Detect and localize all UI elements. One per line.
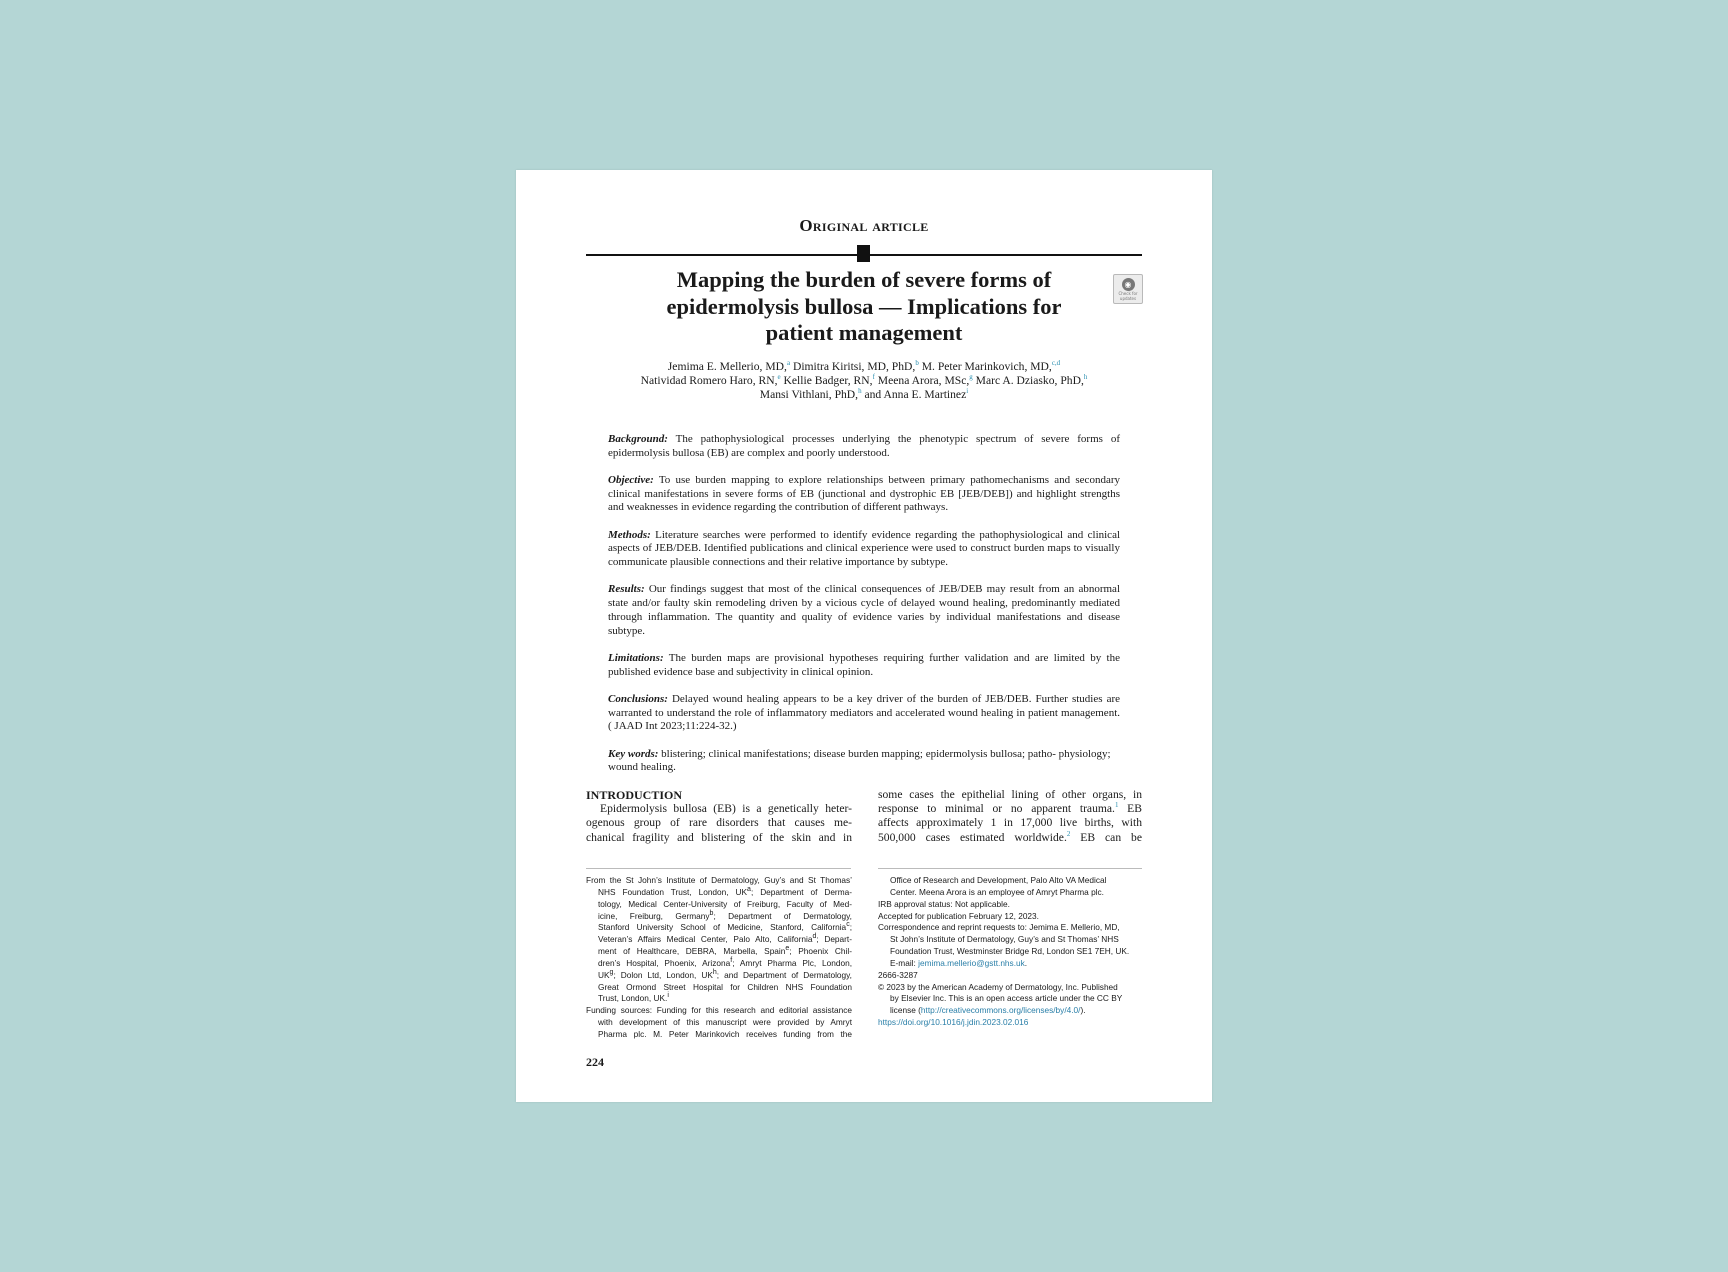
title-line-2: epidermolysis bullosa — Implications for <box>666 293 1062 319</box>
introduction-left-column <box>586 788 852 845</box>
footnote-line: dren’s Hospital, Phoenix, Arizona$^f$; Amryt Pharma Plc, London, <box>598 957 852 968</box>
introduction-heading: INTRODUCTION <box>586 788 683 802</box>
abstract-conclusions <box>608 693 1120 734</box>
author-list <box>576 360 1152 402</box>
affiliation-mark[interactable]: b <box>915 359 919 368</box>
body-line: 500,000 cases estimated worldwide.$^2$ EB can be <box>878 829 1143 844</box>
license-line: license (http://creativecommons.org/licenses/by/4.0/). <box>890 1005 1086 1016</box>
introduction-right-column <box>878 788 1142 845</box>
abstract-text: Delayed wound healing appears to be a key driver of the burden of JEB/DEB. Further studies are warranted to understand the role of inflammatory mediators and accelerated wound healing in patient management. ( JAAD Int 2023;11:224-32.) <box>608 692 1120 733</box>
correspondence-line: Correspondence and reprint requests to: Jemima E. Mellerio, MD, <box>878 922 1120 933</box>
abstract-text: blistering; clinical manifestations; disease burden mapping; epidermolysis bullosa; patho- physiology; wound healing. <box>608 747 1111 774</box>
abstract-text: To use burden mapping to explore relationships between primary pathomechanisms and secondary clinical manifestations in severe forms of EB (junctional and dystrophic EB [JEB/DEB]) and highlight strengths and weaknesses in evidence regarding the contribution of different pathways. <box>608 474 1120 514</box>
reference-link[interactable]: 2 <box>1066 829 1071 838</box>
crossmark-icon[interactable]: ◉ Check for updates <box>1113 274 1143 304</box>
title-line-1: Mapping the burden of severe forms of <box>676 267 1052 292</box>
copyright-line: © 2023 by the American Academy of Dermatology, Inc. Published <box>878 981 1118 992</box>
correspondence-line: Foundation Trust, Westminster Bridge Rd, London SE1 7EH, UK. <box>890 946 1130 957</box>
abstract-text: The pathophysiological processes underlying the phenotypic spectrum of severe forms of epidermolysis bullosa (EB) are complex and poorly understood. <box>608 433 1120 459</box>
abstract-label: Key words: <box>608 747 659 760</box>
body-line: ogenous group of rare disorders that causes me- <box>586 816 852 830</box>
email-line: E-mail: jemima.mellerio@gstt.nhs.uk. <box>890 957 1028 968</box>
body-line: Epidermolysis bullosa (EB) is a genetically heter- <box>600 802 852 816</box>
accepted-date: Accepted for publication February 12, 2023. <box>878 910 1039 921</box>
affiliation-mark[interactable]: a <box>786 359 791 368</box>
abstract-label: Background: <box>608 433 668 445</box>
author-line-3 <box>576 388 1152 402</box>
abstract-label: Results: <box>608 583 645 596</box>
abstract-keywords <box>608 748 1120 775</box>
abstract-methods <box>608 529 1120 570</box>
affiliations-footnote <box>586 875 852 1041</box>
title-line-3: patient management <box>765 320 963 345</box>
footnote-line: icine, Freiburg, Germany$^b$; Department of Dermatology, <box>598 909 852 921</box>
irb-status: IRB approval status: Not applicable. <box>878 898 1010 909</box>
footnote-line: tology, Medical Center-University of Freiburg, Faculty of Med- <box>598 898 852 909</box>
author-name: Natividad Romero Haro, RN, <box>640 374 778 387</box>
reference-link[interactable]: 1 <box>1114 801 1119 810</box>
crossmark-label-1: Check for <box>1118 291 1138 296</box>
abstract-objective <box>608 474 1120 515</box>
affiliation-mark[interactable]: h <box>858 387 862 396</box>
author-name: Marc A. Dziasko, PhD, <box>972 374 1084 387</box>
footnote-line: ment of Healthcare, DEBRA, Marbella, Spain$^e$; Phoenix Chil- <box>598 945 852 957</box>
footnote-line: Veteran’s Affairs Medical Center, Palo Alto, California$^d$; Depart- <box>598 933 852 945</box>
footnote-rule <box>878 868 1142 869</box>
license-link[interactable]: http://creativecommons.org/licenses/by/4.0/ <box>920 1005 1081 1016</box>
header-rule-mark <box>857 245 870 262</box>
body-line: response to minimal or no apparent trauma.$^1$ EB <box>878 801 1142 816</box>
affiliation-mark[interactable]: e <box>777 373 781 382</box>
abstract-label: Objective: <box>608 474 654 486</box>
affiliation-mark[interactable]: f <box>872 373 875 382</box>
abstract-text: Our findings suggest that most of the clinical consequences of JEB/DEB may result from an abnormal state and/or faulty skin remodeling driven by a vicious cycle of delayed wound healing, predominantly mediated through inflammation. The quantity and quality of evidence varies by individual manifestations and disease subtype. <box>608 583 1120 637</box>
abstract-text: The burden maps are provisional hypotheses requiring further validation and are limited by the published evidence base and subjectivity in clinical opinion. <box>608 651 1120 678</box>
article-info-footnote <box>878 875 1142 1029</box>
crossmark-label-2: updates <box>1119 296 1137 301</box>
body-line: some cases the epithelial lining of other organs, in <box>878 788 1142 801</box>
author-name: Kellie Badger, RN, <box>780 374 873 387</box>
body-line: affects approximately 1 in 17,000 live births, with <box>878 816 1142 830</box>
footnote-line: Center. Meena Arora is an employee of Amryt Pharma plc. <box>890 886 1104 897</box>
article-title <box>636 267 1092 347</box>
author-line-1 <box>576 360 1152 374</box>
footnote-line: From the St John’s Institute of Dermatology, Guy’s and St Thomas’ <box>586 875 852 885</box>
abstract-results <box>608 583 1120 638</box>
affiliation-mark[interactable]: i <box>966 387 969 396</box>
footnote-line: Great Ormond Street Hospital for Children NHS Foundation <box>598 981 852 992</box>
abstract-label: Methods: <box>608 528 651 541</box>
footnote-line: NHS Foundation Trust, London, UK$^a$; Department of Derma- <box>598 886 852 897</box>
email-link[interactable]: jemima.mellerio@gstt.nhs.uk <box>918 957 1025 968</box>
doi-link[interactable]: https://doi.org/10.1016/j.jdin.2023.02.016 <box>878 1017 1029 1028</box>
abstract-limitations <box>608 652 1120 679</box>
funding-line: Funding sources: Funding for this research and editorial assistance <box>586 1005 852 1016</box>
author-line-2 <box>576 374 1152 388</box>
article-page <box>516 170 1212 1102</box>
affiliation-mark[interactable]: h <box>1083 373 1088 382</box>
footnote-line: Stanford University School of Medicine, Stanford, California$^c$; <box>598 921 852 933</box>
correspondence-line: St John’s Institute of Dermatology, Guy’s and St Thomas’ NHS <box>890 934 1119 945</box>
author-name: Jemima E. Mellerio, MD, <box>667 360 787 373</box>
author-name: Dimitra Kiritsi, MD, PhD, <box>790 360 916 373</box>
funding-line: with development of this manuscript were provided by Amryt <box>598 1017 852 1028</box>
footnote-line: Trust, London, UK.$^i$ <box>598 992 669 1004</box>
issn: 2666-3287 <box>878 969 918 980</box>
affiliation-mark[interactable]: g <box>969 373 973 382</box>
section-label: Original article <box>799 216 929 235</box>
abstract-text: Literature searches were performed to identify evidence regarding the pathophysiological and clinical aspects of JEB/DEB. Identified publications and clinical experience were used to construct burden maps to visually communicate plausible connections and their relative importance by subtype. <box>608 528 1121 569</box>
author-name: Mansi Vithlani, PhD, <box>759 388 859 401</box>
affiliation-mark[interactable]: c,d <box>1051 359 1061 368</box>
author-name: Meena Arora, MSc, <box>874 374 970 387</box>
copyright-line: by Elsevier Inc. This is an open access article under the CC BY <box>890 993 1123 1004</box>
body-line: chanical fragility and blistering of the skin and in <box>586 830 852 844</box>
page-number: 224 <box>586 1055 604 1069</box>
footnote-line: Office of Research and Development, Palo Alto VA Medical <box>890 875 1107 885</box>
abstract-label: Conclusions: <box>608 692 668 705</box>
footnote-line: UK$^g$; Dolon Ltd, London, UK$^h$; and Department of Dermatology, <box>598 968 852 980</box>
funding-line: Pharma plc. M. Peter Marinkovich receives funding from the <box>598 1028 852 1039</box>
abstract-label: Limitations: <box>608 651 664 664</box>
abstract <box>608 433 1120 789</box>
footnote-rule <box>586 868 851 869</box>
author-name: M. Peter Marinkovich, MD, <box>918 360 1052 373</box>
author-name: and Anna E. Martinez <box>861 388 967 401</box>
abstract-background <box>608 433 1120 460</box>
